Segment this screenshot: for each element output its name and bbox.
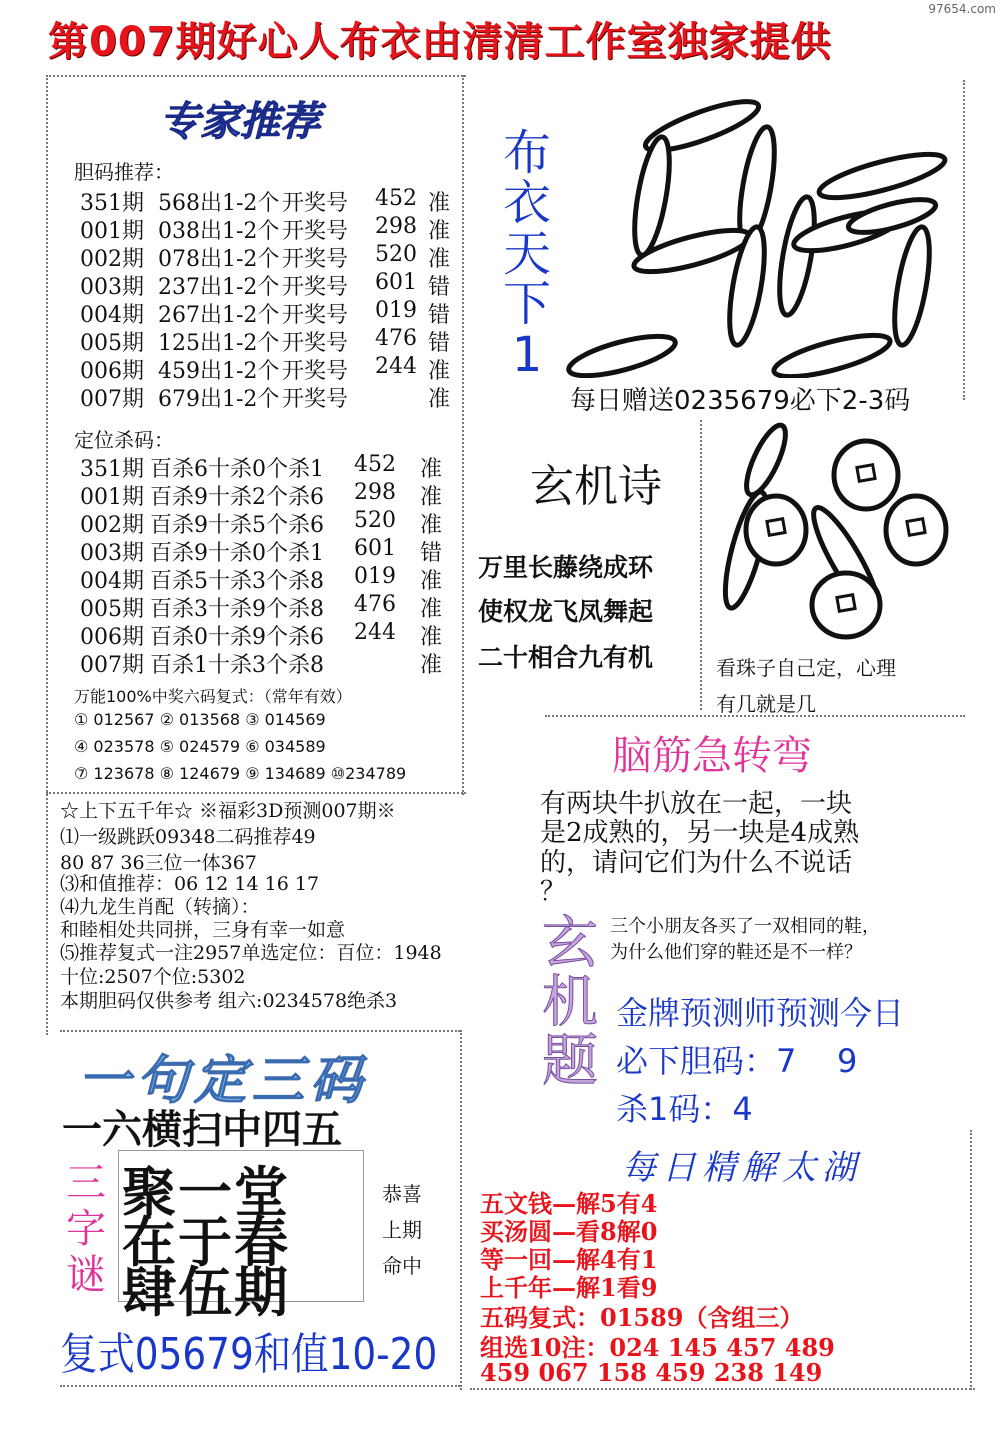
sanzi-fushi: 复式05679和值10-20	[60, 1329, 438, 1380]
dan-pick: 125出1-2个	[158, 331, 280, 356]
buyi-daily-text: 每日赠送0235679必下2-3码	[570, 386, 911, 416]
wanneng-row: ④ 023578 ⑤ 024579 ⑥ 034589	[74, 737, 326, 756]
taihu-line: 上千年—解1看9	[480, 1273, 658, 1302]
expert-heading: 专家推荐	[160, 99, 320, 145]
poem-line: 万里长藤绕成环	[478, 553, 654, 582]
kill-result: 准	[420, 597, 443, 622]
kill-label: 定位杀码：	[74, 428, 174, 452]
taihu-line: 五文钱—解5有4	[480, 1189, 658, 1218]
brain-riddle-line: 的，请问它们为什么不说话	[540, 847, 853, 878]
dan-label-kj: 开奖号	[282, 387, 349, 412]
poem-line: 使权龙飞凤舞起	[478, 597, 654, 626]
sanzi-big-line: 肆伍期	[122, 1260, 290, 1324]
xuanji-question: 三个小朋友各买了一双相同的鞋，	[610, 916, 880, 937]
dan-result: 准	[428, 247, 451, 272]
poem-line: 二十相合九有机	[478, 643, 654, 672]
sanzi-side-title: 三字谜	[66, 1160, 106, 1298]
kill-num: 298	[354, 480, 396, 505]
forecast-line: 和睦相处共同拼，三身有幸一如意	[60, 919, 346, 941]
forecast-line: ☆上下五千年☆ ※福彩3D预测007期※	[60, 800, 396, 822]
dan-period: 007期	[80, 387, 144, 412]
frame-left-line	[46, 75, 48, 1035]
kill-pick: 百杀9十杀2个杀6	[150, 485, 324, 510]
dan-period: 005期	[80, 331, 144, 356]
brain-heading: 脑筋急转弯	[612, 733, 812, 779]
frame-right-bottom-line	[460, 1030, 462, 1390]
taihu-line: 等一回—解4有1	[480, 1245, 658, 1274]
dan-num: 476	[375, 326, 417, 351]
kill-pick: 百杀0十杀9个杀6	[150, 625, 324, 650]
dan-pick: 459出1-2个	[158, 359, 280, 384]
brain-riddle-line: ？	[540, 877, 567, 908]
kill-pick: 百杀9十杀5个杀6	[150, 513, 324, 538]
dan-pick: 078出1-2个	[158, 247, 280, 272]
sanzi-small-line: 上期	[382, 1218, 422, 1242]
predict-line: 金牌预测师预测今日	[616, 994, 905, 1032]
dan-result: 准	[428, 219, 451, 244]
frame-mid-line	[462, 75, 464, 795]
kill-num: 019	[354, 564, 396, 589]
beads-68-graphic	[706, 420, 956, 642]
forecast-line: 十位:2507个位:5302	[60, 966, 246, 988]
dan-period: 001期	[80, 219, 144, 244]
frame-divider-line	[46, 792, 466, 794]
beads-note: 看珠子自己定，心理	[716, 656, 896, 680]
kill-result: 错	[420, 541, 443, 566]
taihu-line: 买汤圆—看8解0	[480, 1217, 658, 1246]
dan-pick: 568出1-2个	[158, 191, 280, 216]
site-watermark: 97654.com	[928, 2, 996, 16]
kill-num: 476	[354, 592, 396, 617]
frame-top-line	[46, 75, 466, 77]
predict-line: 必下胆码：7 9	[616, 1042, 858, 1080]
frame-bottom-line	[60, 1385, 460, 1387]
kill-num: 452	[354, 452, 396, 477]
kill-period: 351期	[80, 457, 144, 482]
dan-label-kj: 开奖号	[282, 191, 349, 216]
taihu-line: 组选10注：024 145 457 489	[480, 1333, 835, 1362]
dan-period: 003期	[80, 275, 144, 300]
dan-result: 错	[428, 275, 451, 300]
forecast-line: ⑴一级跳跃09348二码推荐49	[60, 826, 316, 848]
forecast-line: ⑸推荐复式一注2957单选定位：百位：1948	[60, 942, 442, 964]
frame-poem-right-line	[700, 420, 702, 710]
kill-period: 007期	[80, 653, 144, 678]
dan-pick: 038出1-2个	[158, 219, 280, 244]
dan-label-kj: 开奖号	[282, 219, 349, 244]
brain-riddle	[540, 790, 859, 908]
kill-result: 准	[420, 569, 443, 594]
wanneng-row: ⑦ 123678 ⑧ 124679 ⑨ 134689 ⑩234789	[74, 764, 407, 783]
buyi-vertical-title: 布衣天下1	[502, 125, 551, 383]
dan-num: 019	[375, 298, 417, 323]
kill-pick: 百杀3十杀9个杀8	[150, 597, 324, 622]
taihu-heading: 每日精解太湖	[622, 1148, 862, 1188]
dan-period: 351期	[80, 191, 144, 216]
xuanji-ti-vertical: 玄机题	[542, 911, 598, 1094]
kill-result: 准	[420, 625, 443, 650]
dan-period: 006期	[80, 359, 144, 384]
dan-pick: 679出1-2个	[158, 387, 280, 412]
kill-pick: 百杀9十杀0个杀1	[150, 541, 324, 566]
yiju-heading: 一句定三码	[78, 1051, 369, 1111]
kill-num: 244	[354, 620, 396, 645]
forecast-line: ⑶和值推荐：06 12 14 16 17	[60, 873, 320, 895]
predict-line: 杀1码：4	[616, 1090, 753, 1128]
yiju-line: 一六横扫中四五	[62, 1107, 342, 1153]
wanneng-row: ① 012567 ② 013568 ③ 014569	[74, 710, 326, 729]
kill-period: 004期	[80, 569, 144, 594]
kill-pick: 百杀6十杀0个杀1	[150, 457, 324, 482]
kill-result: 准	[420, 653, 443, 678]
dan-label: 胆码推荐：	[74, 160, 174, 184]
xuanji-question: 为什么他们穿的鞋还是不一样？	[610, 942, 862, 963]
beads-note: 有几就是几	[716, 692, 816, 716]
dan-label-kj: 开奖号	[282, 247, 349, 272]
frame-far-right-line	[963, 80, 965, 400]
dan-result: 准	[428, 359, 451, 384]
kill-period: 003期	[80, 541, 144, 566]
taihu-line: 459 067 158 459 238 149	[480, 1358, 823, 1387]
sanzi-big-line: 在于春	[122, 1210, 290, 1274]
wanneng-label: 万能100%中奖六码复式：（常年有效）	[74, 687, 352, 706]
dan-label-kj: 开奖号	[282, 331, 349, 356]
dan-result: 准	[428, 191, 451, 216]
kill-result: 准	[420, 485, 443, 510]
dan-num: 452	[375, 186, 417, 211]
sanzi-big-line: 聚一堂	[122, 1160, 290, 1224]
frame-bottom-right-vline	[970, 1130, 972, 1390]
taihu-line: 五码复式：01589（含组三）	[480, 1303, 804, 1332]
kill-result: 准	[420, 513, 443, 538]
big-digits-96-graphic	[562, 86, 962, 378]
kill-period: 002期	[80, 513, 144, 538]
dan-result: 错	[428, 303, 451, 328]
kill-period: 005期	[80, 597, 144, 622]
kill-pick: 百杀5十杀3个杀8	[150, 569, 324, 594]
brain-riddle-line: 有两块牛扒放在一起，一块	[540, 789, 853, 819]
brain-riddle-line: 是2成熟的，另一块是4成熟	[540, 818, 860, 849]
dan-pick: 267出1-2个	[158, 303, 280, 328]
kill-num: 520	[354, 508, 396, 533]
kill-num: 601	[354, 536, 396, 561]
dan-num: 298	[375, 214, 417, 239]
dan-pick: 237出1-2个	[158, 275, 280, 300]
dan-period: 002期	[80, 247, 144, 272]
dan-label-kj: 开奖号	[282, 275, 349, 300]
kill-period: 001期	[80, 485, 144, 510]
forecast-line: 本期胆码仅供参考 组六:0234578绝杀3	[60, 990, 398, 1012]
dan-num: 520	[375, 242, 417, 267]
sanzi-small-line: 恭喜	[382, 1182, 422, 1206]
sanzi-small-line: 命中	[382, 1254, 422, 1278]
kill-period: 006期	[80, 625, 144, 650]
dan-num: 601	[375, 270, 417, 295]
dan-period: 004期	[80, 303, 144, 328]
dan-num: 244	[375, 354, 417, 379]
kill-pick: 百杀1十杀3个杀8	[150, 653, 324, 678]
dan-result: 准	[428, 387, 451, 412]
dan-label-kj: 开奖号	[282, 359, 349, 384]
forecast-line: 80 87 36三位一体367	[60, 852, 257, 874]
poem-heading: 玄机诗	[530, 461, 662, 512]
frame-bottom-right-line	[470, 1388, 975, 1390]
dan-result: 错	[428, 331, 451, 356]
page-title: 第007期好心人布衣由清清工作室独家提供	[48, 19, 832, 65]
frame-divider-line-2	[60, 1030, 460, 1032]
forecast-line: ⑷九龙生肖配（转摘）：	[60, 896, 260, 918]
dan-label-kj: 开奖号	[282, 303, 349, 328]
kill-result: 准	[420, 457, 443, 482]
